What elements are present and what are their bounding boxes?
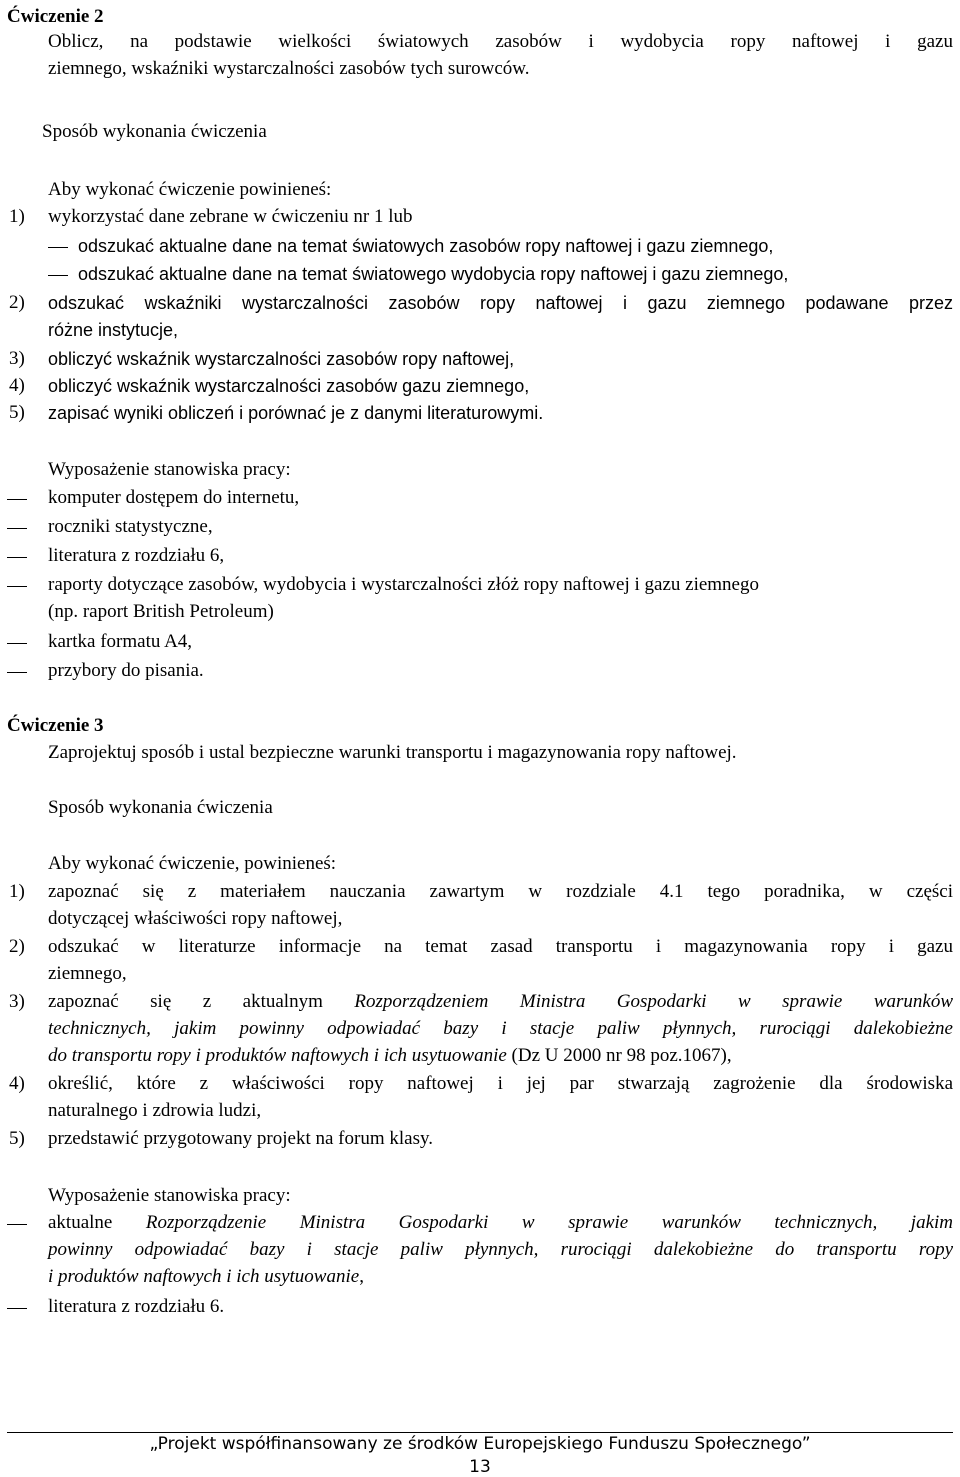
ex2-equipment-4: raporty dotyczące zasobów, wydobycia i wystarczalności złóż ropy naftowej i gazu ziemnego: [48, 574, 759, 595]
dash-bullet-icon: [48, 247, 68, 248]
ex2-step-1-number: 1): [9, 206, 25, 227]
footer-text: „Projekt współfinansowany ze środków Europejskiego Funduszu Społecznego”: [149, 1434, 811, 1454]
ex2-equipment-4-cont: (np. raport British Petroleum): [48, 601, 274, 622]
ex2-step-1-text: wykorzystać dane zebrane w ćwiczeniu nr 1 lub: [48, 206, 413, 227]
dash-bullet-icon: [7, 1224, 27, 1225]
regulation-reference: (Dz U 2000 nr 98 poz.1067),: [506, 1045, 732, 1066]
regulation-title-part-2: technicznych, jakim powinny odpowiadać bazy i stacje paliw płynnych, rurociągi dalekobieżne: [48, 1018, 953, 1039]
ex3-step-4-line-2: naturalnego i zdrowia ludzi,: [48, 1100, 262, 1121]
ex3-equipment-1-line-3: [48, 1265, 960, 1289]
ex3-step-1-number: 1): [9, 881, 25, 902]
regulation-title-part-1: Rozporządzeniem Ministra Gospodarki w sprawie warunków: [354, 991, 953, 1012]
ex2-step-2-line-1: odszukać wskaźniki wystarczalności zasobów ropy naftowej i gazu ziemnego podawane przez: [48, 293, 953, 313]
ex3-step-5-text: przedstawić przygotowany projekt na forum klasy.: [48, 1128, 433, 1149]
exercise-2-task-line-2: ziemnego, wskaźniki wystarczalności zasobów tych surowców.: [48, 58, 530, 79]
exercise-3-equipment-heading: Wyposażenie stanowiska pracy:: [48, 1185, 291, 1206]
regulation-title-part-3: do transportu ropy i produktów naftowych i ich usytuowanie: [48, 1045, 507, 1066]
dash-bullet-icon: [7, 499, 27, 500]
exercise-3-title: Ćwiczenie 3: [7, 715, 104, 736]
dash-bullet-icon: [7, 586, 27, 587]
ex3-step-2-line-2: ziemnego,: [48, 963, 127, 984]
regulation-title-part-1: Rozporządzenie Ministra Gospodarki w sprawie warunków technicznych, jakim: [145, 1212, 953, 1233]
dash-bullet-icon: [7, 557, 27, 558]
exercise-3-task: Zaprojektuj sposób i ustal bezpieczne warunki transportu i magazynowania ropy naftowej.: [48, 742, 737, 763]
ex3-step-3-pre: zapoznać się z aktualnym: [48, 991, 355, 1012]
ex3-equipment-1-pre: aktualne: [48, 1212, 146, 1233]
ex2-equipment-3: literatura z rozdziału 6,: [48, 545, 225, 566]
ex2-substep-1: odszukać aktualne dane na temat światowych zasobów ropy naftowej i gazu ziemnego,: [78, 236, 774, 256]
ex2-step-5-number: 5): [9, 402, 25, 423]
ex3-equipment-2: literatura z rozdziału 6.: [48, 1296, 225, 1317]
ex2-equipment-1: komputer dostępem do internetu,: [48, 487, 300, 508]
ex3-equipment-1-line-2: [48, 1238, 953, 1262]
ex2-equipment-5: kartka formatu A4,: [48, 631, 193, 652]
dash-bullet-icon: [7, 643, 27, 644]
ex3-step-2-number: 2): [9, 936, 25, 957]
ex3-step-5-number: 5): [9, 1128, 25, 1149]
regulation-title-part-2: powinny odpowiadać bazy i stacje paliw płynnych, rurociągi dalekobieżne do transportu ropy: [48, 1239, 953, 1260]
regulation-title-part-3: i produktów naftowych i ich usytuowanie: [48, 1266, 360, 1287]
ex2-step-4-text: obliczyć wskaźnik wystarczalności zasobów gazu ziemnego,: [48, 376, 530, 396]
ex3-step-4-line-1: określić, które z właściwości ropy naftowej i jej par stwarzają zagrożenie dla środowiska: [48, 1073, 953, 1094]
exercise-2-should-heading: Aby wykonać ćwiczenie powinieneś:: [48, 179, 332, 200]
exercise-2-equipment-heading: Wyposażenie stanowiska pracy:: [48, 459, 291, 480]
exercise-2-method-heading: Sposób wykonania ćwiczenia: [42, 121, 267, 142]
ex2-step-4-number: 4): [9, 375, 25, 396]
ex2-equipment-6: przybory do pisania.: [48, 660, 204, 681]
dash-bullet-icon: [48, 275, 68, 276]
ex3-step-1-line-2: dotyczącej właściwości ropy naftowej,: [48, 908, 343, 929]
dash-bullet-icon: [7, 1308, 27, 1309]
ex3-equipment-1-line-1: [48, 1211, 953, 1235]
ex2-step-3-number: 3): [9, 348, 25, 369]
ex3-step-4-number: 4): [9, 1073, 25, 1094]
page-number: 13: [469, 1457, 491, 1477]
ex3-step-3-number: 3): [9, 991, 25, 1012]
ex2-equipment-2: roczniki statystyczne,: [48, 516, 213, 537]
ex2-step-2-line-2: różne instytucje,: [48, 320, 179, 340]
exercise-3-should-heading: Aby wykonać ćwiczenie, powinieneś:: [48, 853, 337, 874]
ex3-step-1-line-1: zapoznać się z materiałem nauczania zawartym w rozdziale 4.1 tego poradnika, w części: [48, 881, 953, 902]
dash-bullet-icon: [7, 528, 27, 529]
exercise-2-task-line-1: Oblicz, na podstawie wielkości światowych zasobów i wydobycia ropy naftowej i gazu: [48, 31, 953, 52]
ex3-step-3-line-1: [48, 990, 953, 1014]
exercise-3-method-heading: Sposób wykonania ćwiczenia: [48, 797, 273, 818]
exercise-2-title: Ćwiczenie 2: [7, 6, 104, 27]
ex3-step-2-line-1: odszukać w literaturze informacje na temat zasad transportu i magazynowania ropy i gazu: [48, 936, 953, 957]
ex2-step-3-text: obliczyć wskaźnik wystarczalności zasobów ropy naftowej,: [48, 349, 515, 369]
ex3-equipment-1-post: ,: [359, 1266, 364, 1287]
ex2-step-5-text: zapisać wyniki obliczeń i porównać je z danymi literaturowymi.: [48, 403, 544, 423]
ex3-step-3-line-2: [48, 1017, 953, 1041]
ex2-substep-2: odszukać aktualne dane na temat światowego wydobycia ropy naftowej i gazu ziemnego,: [78, 264, 789, 284]
dash-bullet-icon: [7, 672, 27, 673]
ex2-step-2-number: 2): [9, 292, 25, 313]
ex3-step-3-line-3: [48, 1044, 960, 1068]
